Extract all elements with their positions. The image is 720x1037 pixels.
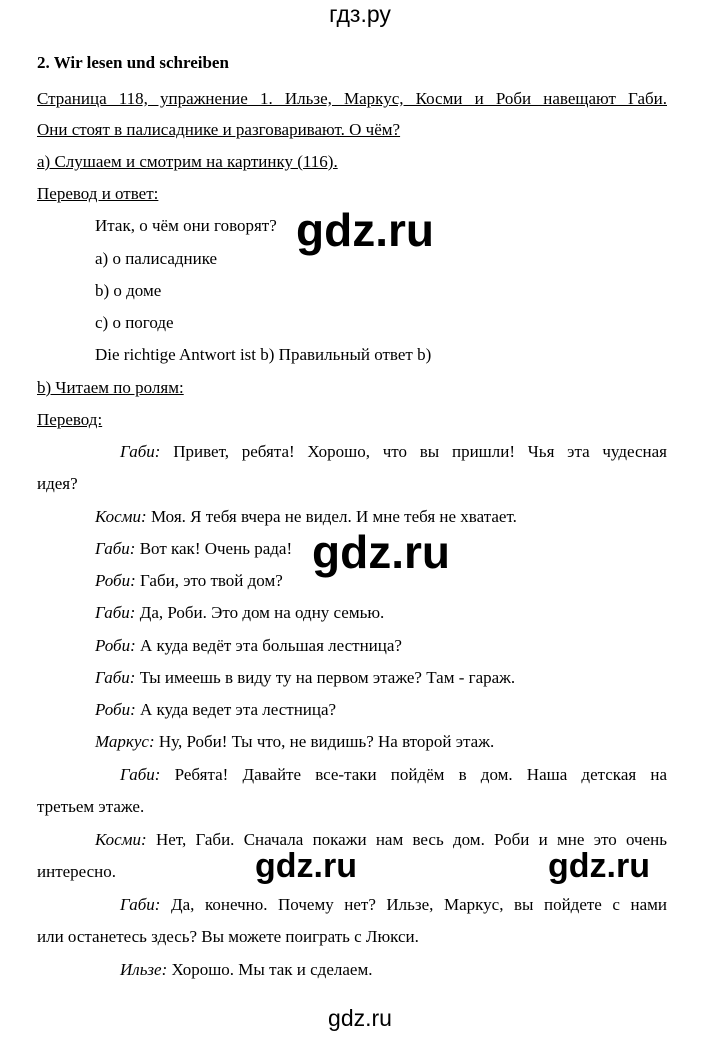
dialogue-text: Привет, ребята! Хорошо, что вы пришли! Чья эта чудесная xyxy=(160,442,667,461)
dialogue-continuation: или останетесь здесь? Вы можете поиграть с Люкси. xyxy=(37,927,419,946)
part-a-title: а) Слушаем и смотрим на картинку (116). xyxy=(37,152,338,171)
dialogue-line xyxy=(120,959,372,981)
watermark: gdz.ru xyxy=(255,847,357,885)
speaker-name: Габи: xyxy=(120,765,161,784)
dialogue-line xyxy=(95,699,336,721)
dialogue-text: Нет, Габи. Сначала покажи нам весь дом. Роби и мне это очень xyxy=(146,830,667,849)
dialogue-line xyxy=(95,731,494,753)
part-a-question: Итак, о чём они говорят? xyxy=(95,216,277,235)
speaker-name: Косми: xyxy=(95,507,147,526)
dialogue-text: Ты имеешь в виду ту на первом этаже? Там - гараж. xyxy=(135,668,516,687)
speaker-name: Маркус: xyxy=(95,732,155,751)
part-b-title: b) Читаем по ролям: xyxy=(37,378,184,397)
option-c: c) о погоде xyxy=(95,313,174,332)
speaker-name: Габи: xyxy=(120,442,161,461)
watermark: gdz.ru xyxy=(548,847,650,885)
task-line-1: Страница 118, упражнение 1. Ильзе, Маркус, Косми и Роби навещают Габи. xyxy=(37,89,667,108)
dialogue-text: Вот как! Очень рада! xyxy=(135,539,293,558)
dialogue-line xyxy=(95,538,292,560)
part-b-translation-label: Перевод: xyxy=(37,410,103,429)
speaker-name: Габи: xyxy=(95,603,136,622)
task-line-2: Они стоят в палисаднике и разговаривают. О чём? xyxy=(37,120,401,139)
dialogue-line xyxy=(95,635,402,657)
dialogue-text: Габи, это твой дом? xyxy=(135,571,283,590)
dialogue-line xyxy=(120,441,667,463)
option-a: а) о палисаднике xyxy=(95,249,218,268)
dialogue-continuation: третьем этаже. xyxy=(37,797,145,816)
site-header: гдз.ру xyxy=(329,1,391,27)
dialogue-line xyxy=(95,667,515,689)
speaker-name: Габи: xyxy=(120,895,161,914)
watermark: gdz.ru xyxy=(296,204,434,256)
option-b: b) о доме xyxy=(95,281,162,300)
speaker-name: Роби: xyxy=(95,571,136,590)
dialogue-continuation: идея? xyxy=(37,474,78,493)
dialogue-line xyxy=(95,570,283,592)
dialogue-line xyxy=(120,764,667,786)
speaker-name: Габи: xyxy=(95,539,136,558)
dialogue-line xyxy=(95,602,384,624)
answer-line: Die richtige Antwort ist b) Правильный ответ b) xyxy=(95,345,432,364)
speaker-name: Роби: xyxy=(95,636,136,655)
speaker-name: Габи: xyxy=(95,668,136,687)
watermark: gdz.ru xyxy=(312,526,450,578)
section-title: 2. Wir lesen und schreiben xyxy=(37,53,229,72)
part-a-translation-label: Перевод и ответ: xyxy=(37,184,159,203)
dialogue-text: Да, конечно. Почему нет? Ильзе, Маркус, вы пойдете с нами xyxy=(160,895,667,914)
dialogue-text: Ну, Роби! Ты что, не видишь? На второй этаж. xyxy=(154,732,495,751)
dialogue-continuation: интересно. xyxy=(37,862,117,881)
dialogue-text: Да, Роби. Это дом на одну семью. xyxy=(135,603,385,622)
speaker-name: Роби: xyxy=(95,700,136,719)
dialogue-line xyxy=(120,894,667,916)
dialogue-text: Хорошо. Мы так и сделаем. xyxy=(167,960,373,979)
dialogue-text: А куда ведёт эта большая лестница? xyxy=(135,636,402,655)
dialogue-text: Ребята! Давайте все-таки пойдём в дом. Наша детская на xyxy=(160,765,667,784)
site-footer: gdz.ru xyxy=(328,1005,392,1031)
dialogue-text: А куда ведет эта лестница? xyxy=(135,700,337,719)
speaker-name: Косми: xyxy=(95,830,147,849)
speaker-name: Ильзе: xyxy=(120,960,168,979)
dialogue-text: Моя. Я тебя вчера не видел. И мне тебя не хватает. xyxy=(146,507,517,526)
dialogue-line xyxy=(95,506,517,528)
